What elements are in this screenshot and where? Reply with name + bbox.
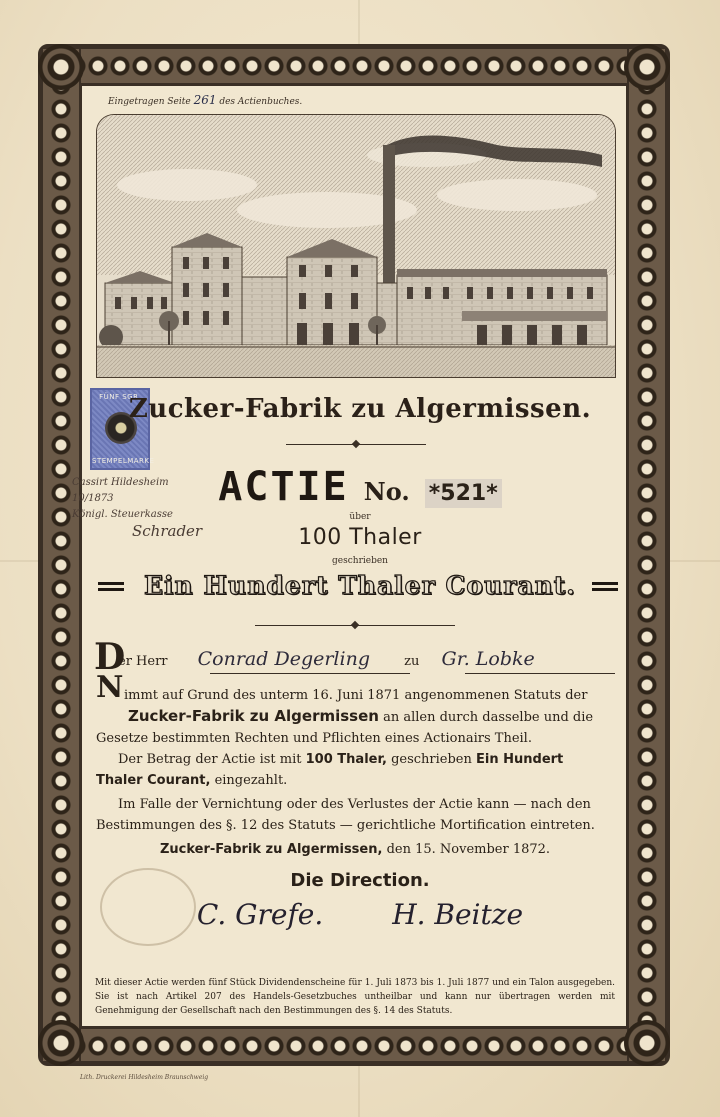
director-signatures <box>0 898 720 931</box>
share-heading <box>0 464 720 510</box>
registry-page: 261 <box>193 93 217 107</box>
border-band-top <box>41 47 667 85</box>
initial-letter-n: N <box>96 670 124 705</box>
direction-label: Die Direction. <box>290 870 430 891</box>
corner-ornament-bottom-right <box>624 1020 670 1066</box>
holder-zu: zu <box>404 654 420 669</box>
geschrieben-label: geschrieben <box>332 556 388 566</box>
body-line-2 <box>128 707 620 727</box>
body-company: Zucker-Fabrik zu Algermissen <box>128 707 379 725</box>
body-line-2-rest: an allen durch dasselbe und die <box>383 710 594 725</box>
holder-line <box>118 650 618 671</box>
body-line-1: immt auf Grund des unterm 16. Juni 1871 angenommenen Statuts der <box>124 688 588 703</box>
holder-prefix: er Herr <box>118 654 168 669</box>
double-bar-right <box>592 582 618 591</box>
date-company: Zucker-Fabrik zu Algermissen, <box>160 842 383 857</box>
initial-letter-d: D <box>94 636 126 678</box>
holder-place-underline <box>465 673 615 674</box>
annotation-line-1: Cassirt Hildesheim 10/1873 <box>72 477 169 504</box>
date-line <box>160 840 620 859</box>
corner-ornament-bottom-left <box>38 1020 84 1066</box>
registry-line <box>108 93 302 107</box>
holder-name-underline <box>210 673 410 674</box>
printer-imprint: Lith. Druckerei Hildesheim Braunschweig <box>80 1074 209 1081</box>
body-line-6: Im Falle der Vernichtung oder des Verlustes der Actie kann — nach den <box>118 797 591 812</box>
issue-date: den 15. November 1872. <box>386 842 551 857</box>
body-line-7: Bestimmungen des §. 12 des Statuts — gerichtliche Mortification eintreten. <box>96 818 595 833</box>
signature-2: H. Beitze <box>392 898 524 931</box>
body-line-5-b: eingezahlt. <box>214 773 288 788</box>
body-line-5-words: Thaler Courant, <box>96 773 211 788</box>
annotation-line-2: Königl. Steuerkasse <box>72 509 173 520</box>
body-line-3: Gesetze bestimmten Rechten und Pflichten eines Actionairs Theil. <box>96 731 532 746</box>
body-line-4-a: Der Betrag der Actie ist mit <box>118 752 302 767</box>
ueber-label: über <box>349 512 371 522</box>
company-title: Zucker-Fabrik zu Algermissen. <box>128 394 592 424</box>
registry-suffix: des Actienbuches. <box>219 97 303 107</box>
body-line-5 <box>96 771 616 790</box>
registry-prefix: Eingetragen Seite <box>108 97 191 107</box>
body-line-4-words: Ein Hundert <box>476 752 564 767</box>
share-word: ACTIE <box>218 464 349 510</box>
share-number: *521* <box>425 479 502 508</box>
signature-1: C. Grefe. <box>196 898 324 931</box>
factory-vignette <box>96 114 616 378</box>
holder-name: Conrad Degerling <box>197 648 370 670</box>
share-amount: 100 Thaler <box>298 525 422 550</box>
border-band-bottom <box>41 1027 667 1063</box>
stamp-caption: STEMPELMARKE <box>92 457 155 465</box>
corner-ornament-top-left <box>38 44 84 90</box>
corner-ornament-top-right <box>624 44 670 90</box>
annotation-signature: Schrader <box>132 522 203 540</box>
share-no-label: No. <box>363 477 410 506</box>
body-line-4 <box>118 750 618 769</box>
footnote: Mit dieser Actie werden fünf Stück Dividendenscheine für 1. Juli 1873 bis 1. Juli 1877 und ein Talon ausgegeben. Sie ist nach Artikel 207 des Handels-Gesetzbuches untheilbar und kann nur übertragen werden mit Genehmigung der Gesellschaft nach den Bestimmungen des §. 14 des Statuts. <box>95 978 615 1016</box>
body-line-4-amount: 100 Thaler, <box>305 752 387 767</box>
holder-place: Gr. Lobke <box>441 648 535 670</box>
stamp-denomination: FÜNF SGR. <box>99 393 141 401</box>
amount-in-words: Ein Hundert Thaler Courant. <box>143 571 577 600</box>
body-line-4-b: geschrieben <box>391 752 472 767</box>
